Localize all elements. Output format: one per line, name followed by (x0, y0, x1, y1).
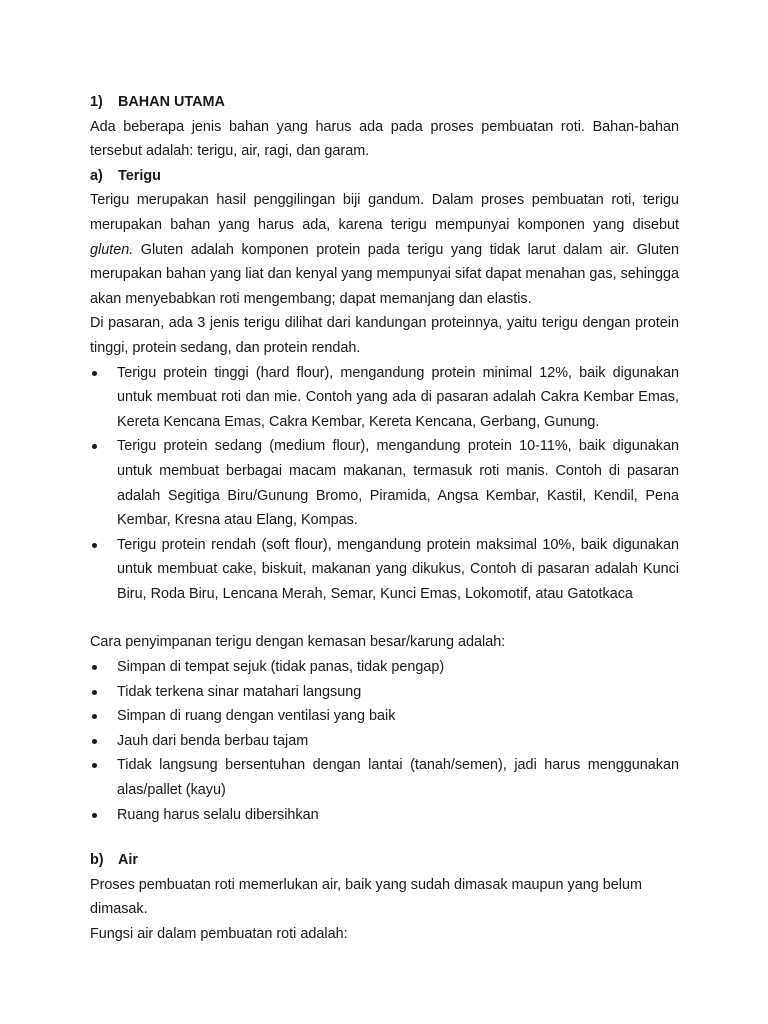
storage-list (90, 655, 679, 827)
terigu-paragraph-2: Di pasaran, ada 3 jenis terigu dilihat dari kandungan proteinnya, yaitu terigu dengan protein tinggi, protein sedang, dan protein rendah. (90, 315, 679, 356)
gluten-term: gluten. (90, 241, 134, 258)
spacer (90, 606, 679, 630)
air-paragraph-1: Proses pembuatan roti memerlukan air, baik yang sudah dimasak maupun yang belum dimasak. (90, 876, 642, 918)
list-item: Tidak terkena sinar matahari langsung (90, 680, 679, 705)
list-item: Simpan di tempat sejuk (tidak panas, tidak pengap) (90, 655, 679, 680)
list-item: Ruang harus selalu dibersihkan (90, 803, 679, 828)
section-intro-paragraph: Ada beberapa jenis bahan yang harus ada pada proses pembuatan roti. Bahan-bahan tersebut adalah: terigu, air, ragi, dan garam. (90, 118, 679, 160)
list-item: Jauh dari benda berbau tajam (90, 729, 679, 754)
section-title: BAHAN UTAMA (118, 94, 225, 110)
section-heading-bahan-utama (90, 90, 679, 115)
subsection-number: b) (90, 852, 104, 869)
list-item: Tidak langsung bersentuhan dengan lantai (tanah/semen), jadi harus menggunakan alas/pallet (kayu) (90, 753, 679, 802)
terigu-text-end: Gluten adalah komponen protein pada terigu yang tidak larut dalam air. Gluten merupakan bahan yang liat dan kenyal yang mempunyai sifat dapat menahan gas, sehingga akan menyebabkan roti mengembang; dapat memanjang dan elastis. (90, 241, 679, 307)
air-paragraph-2: Fungsi air dalam pembuatan roti adalah: (90, 926, 348, 942)
list-item: Simpan di ruang dengan ventilasi yang baik (90, 704, 679, 729)
storage-intro: Cara penyimpanan terigu dengan kemasan besar/karung adalah: (90, 634, 506, 651)
flour-types-list (90, 361, 679, 607)
list-item: Terigu protein rendah (soft flour), mengandung protein maksimal 10%, baik digunakan untuk membuat cake, biskuit, makanan yang dikukus, Contoh di pasaran adalah Kunci Biru, Roda Biru, Lencana Merah, Semar, Kunci Emas, Lokomotif, atau Gatotkaca (90, 533, 679, 607)
list-item: Terigu protein tinggi (hard flour), mengandung protein minimal 12%, baik digunakan untuk membuat roti dan mie. Contoh yang ada di pasaran adalah Cakra Kembar Emas, Kereta Kencana Emas, Cakra Kembar, Kereta Kencana, Gerbang, Gunung. (90, 361, 679, 435)
terigu-paragraph-1 (90, 188, 679, 311)
subsection-heading-terigu (90, 164, 679, 189)
section-number: 1) (90, 94, 103, 110)
subsection-number: a) (90, 167, 103, 184)
spacer (90, 827, 679, 848)
list-item: Terigu protein sedang (medium flour), mengandung protein 10-11%, baik digunakan untuk membuat berbagai macam makanan, termasuk roti manis. Contoh di pasaran adalah Segitiga Biru/Gunung Bromo, Piramida, Angsa Kembar, Kastil, Kendil, Pena Kembar, Kresna atau Elang, Kompas. (90, 434, 679, 532)
subsection-title: Air (118, 852, 138, 869)
terigu-text-start: Terigu merupakan hasil penggilingan biji gandum. Dalam proses pembuatan roti, terigu merupakan bahan yang harus ada, karena terigu mempunyai komponen yang disebut (90, 192, 679, 233)
subsection-title: Terigu (118, 167, 161, 184)
subsection-heading-air (90, 848, 679, 873)
